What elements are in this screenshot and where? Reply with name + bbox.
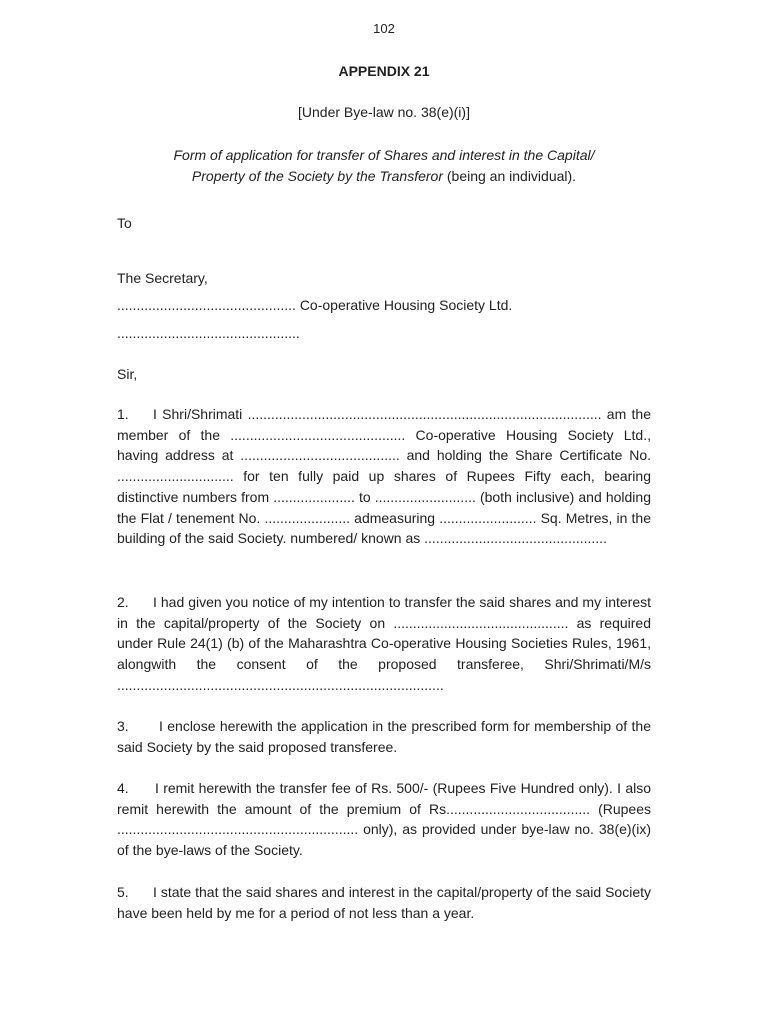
form-title-italic-line1: Form of application for transfer of Shares and interest in the Capital/ (173, 147, 595, 163)
paragraph-4-number: 4. (117, 780, 129, 796)
paragraph-1-text: I Shri/Shrimati ........................................................................................... am the member of the ............................................. Co-operative Housing Society Ltd., having address at ......................................... and holding the Share Certificate No. .............................. for ten fully paid up shares of Rupees Fifty each, bearing distinctive numbers from ..................... to .......................... (both inclusive) and holding the Flat / tenement No. ...................... admeasuring ......................... Sq. Metres, in the building of the said Society. numbered/ known as ............................................... (117, 406, 651, 547)
form-title (117, 145, 651, 187)
address-secretary: The Secretary, (117, 270, 208, 286)
paragraph-4 (117, 778, 651, 861)
paragraph-5 (117, 882, 651, 923)
appendix-title: APPENDIX 21 (338, 63, 430, 79)
address-to: To (117, 215, 132, 231)
paragraph-3-text: I enclose herewith the application in the prescribed form for membership of the said Society by the said proposed transferee. (117, 718, 651, 755)
bye-law-reference: [Under Bye-law no. 38(e)(i)] (298, 104, 470, 120)
form-title-suffix: (being an individual). (442, 168, 577, 184)
paragraph-4-text: I remit herewith the transfer fee of Rs. 500/- (Rupees Five Hundred only). I also remit herewith the amount of the premium of Rs..................................... (Rupees .............................................................. only), as provided under bye-law no. 38(e)(ix) of the bye-laws of the Society. (117, 780, 651, 859)
paragraph-1-number: 1. (117, 406, 129, 422)
page-number: 102 (373, 21, 395, 36)
paragraph-2-text: I had given you notice of my intention to transfer the said shares and my interest in the capital/property of the Society on ............................................. as required under Rule 24(1) (b) of the Maharashtra Co-operative Housing Societies Rules, 1961, alongwith the consent of the proposed transferee, Shri/Shrimati/M/s .................................................................................... (117, 594, 651, 693)
salutation: Sir, (117, 366, 138, 382)
paragraph-3-number: 3. (117, 718, 129, 734)
paragraph-2-number: 2. (117, 594, 129, 610)
paragraph-2 (117, 592, 651, 696)
paragraph-5-text: I state that the said shares and interest in the capital/property of the said Society have been held by me for a period of not less than a year. (117, 884, 651, 921)
form-title-italic-line2: Property of the Society by the Transferor (191, 168, 443, 184)
paragraph-3 (117, 716, 651, 757)
paragraph-1 (117, 404, 651, 549)
paragraph-5-number: 5. (117, 884, 129, 900)
address-blank-line: ............................................... (117, 325, 300, 341)
address-society-line: .............................................. Co-operative Housing Society Ltd. (117, 297, 513, 313)
